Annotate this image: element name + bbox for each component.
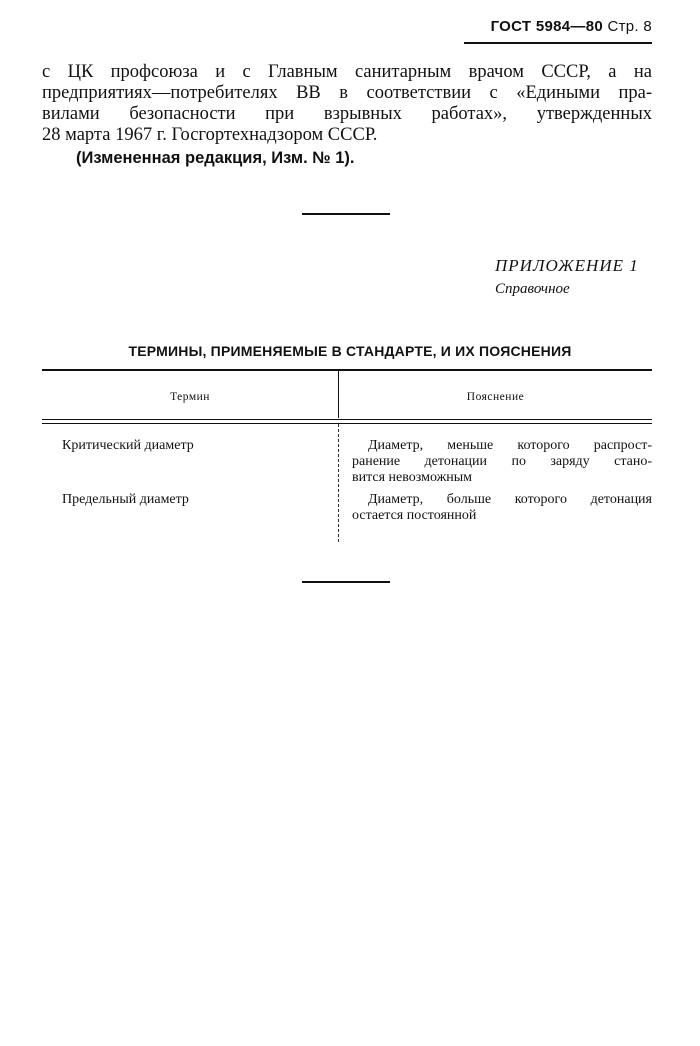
table-column-divider <box>338 424 340 542</box>
explanation-line: ранение детонации по заряду стано- <box>352 454 652 469</box>
appendix-title: ПРИЛОЖЕНИЕ 1 <box>495 256 639 275</box>
explanation-line: Диаметр, больше которого детонация <box>368 492 652 507</box>
standard-code: ГОСТ 5984—80 <box>490 18 603 35</box>
explanation-cell <box>352 438 652 486</box>
amendment-note: (Измененная редакция, Изм. № 1). <box>76 149 355 167</box>
explanation-line: Диаметр, меньше которого распрост- <box>368 438 652 453</box>
body-line: 28 марта 1967 г. Госгортехнадзором СССР. <box>42 125 378 145</box>
body-line: вилами безопасности при взрывных работах», утвержденных <box>42 104 652 124</box>
table-title: ТЕРМИНЫ, ПРИМЕНЯЕМЫЕ В СТАНДАРТЕ, И ИХ ПОЯСНЕНИЯ <box>128 343 572 359</box>
term-cell: Предельный диаметр <box>62 492 189 507</box>
column-header-term: Термин <box>170 391 210 403</box>
appendix-subtitle: Справочное <box>495 281 570 297</box>
table-header-rule <box>42 423 652 424</box>
header-standard-number <box>491 18 652 35</box>
table-header-rule <box>42 419 652 420</box>
section-divider <box>302 213 390 215</box>
body-line: с ЦК профсоюза и с Главным санитарным врачом СССР, а на <box>42 62 652 82</box>
explanation-line: вится невозможным <box>352 470 473 485</box>
body-paragraph <box>42 62 652 146</box>
table-top-rule <box>42 369 652 371</box>
header-rule <box>464 42 652 44</box>
term-cell: Критический диаметр <box>62 438 194 453</box>
section-divider <box>302 581 390 583</box>
explanation-line: остается постоянной <box>352 508 477 523</box>
column-header-explanation: Пояснение <box>466 391 525 403</box>
explanation-cell <box>352 492 652 524</box>
body-line: предприятиях—потребителях ВВ в соответствии с «Едиными пра- <box>42 83 652 103</box>
page-number: Стр. 8 <box>607 18 652 35</box>
